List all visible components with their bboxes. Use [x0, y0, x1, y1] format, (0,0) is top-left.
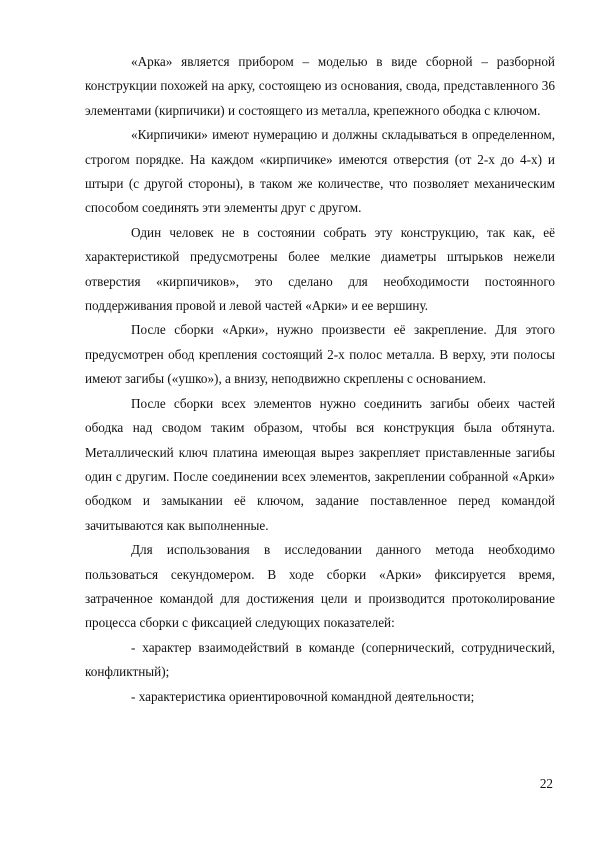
- paragraph-arch-description: «Арка» является прибором – моделью в виде сборной – разборной конструкции похожей на арку, состоящею из основания, свода, представленного 36 элементами (кирпичики) и состоящего из металла, крепежного ободка с ключом.: [85, 54, 555, 118]
- page-number: 22: [539, 776, 553, 791]
- paragraph-fastening: После сборки «Арки», нужно произвести её закрепление. Для этого предусмотрен обод крепления состоящий 2-х полос металла. В верху, эти полосы имеют загибы («ушко»), а внизу, неподвижно скреплены с основанием.: [85, 322, 555, 387]
- paragraph-bricks-numbering: «Кирпичики» имеют нумерацию и должны складываться в определенном, строгом порядке. На каждом «кирпичике» имеются отверстия (от 2-х до 4-х) и штыри (с другой стороны), в таком же количестве, что позволяет механическим способом соединять эти элементы друг с другом.: [85, 127, 555, 216]
- paragraph-stopwatch-usage: Для использования в исследовании данного метода необходимо пользоваться секундомером. В ходе сборки «Арки» фиксируется время, затраченное командой для достижения цели и производится протоколирование процесса сборки с фиксацией следующих показателей:: [85, 542, 555, 631]
- paragraph-one-person-cannot-assemble: Один человек не в состоянии собрать эту конструкцию, так как, её характеристикой предусмотрены более мелкие диаметры штырьков нежели отверстия «кирпичиков», это сделано для необходимости постоянного поддерживания провой и левой частей «Арки» и ее вершину.: [85, 224, 555, 314]
- page-body-text: [85, 50, 555, 709]
- list-item-interaction-character: - характер взаимодействий в команде (сопернический, сотруднический, конфликтный);: [85, 639, 555, 680]
- paragraph-joining-bends: После сборки всех элементов нужно соединить загибы обеих частей ободка над сводом таким образом, чтобы вся конструкция была обтянута. Металлический ключ платина имеющая вырез закрепляет приставленные загибы один с другим. После соединении всех элементов, закреплении собранной «Арки» ободком и замыкании её ключом, задание поставленное перед командой зачитываются как выполненные.: [85, 395, 555, 533]
- list-item-orientation-activity: - характеристика ориентировочной командной деятельности;: [131, 688, 475, 704]
